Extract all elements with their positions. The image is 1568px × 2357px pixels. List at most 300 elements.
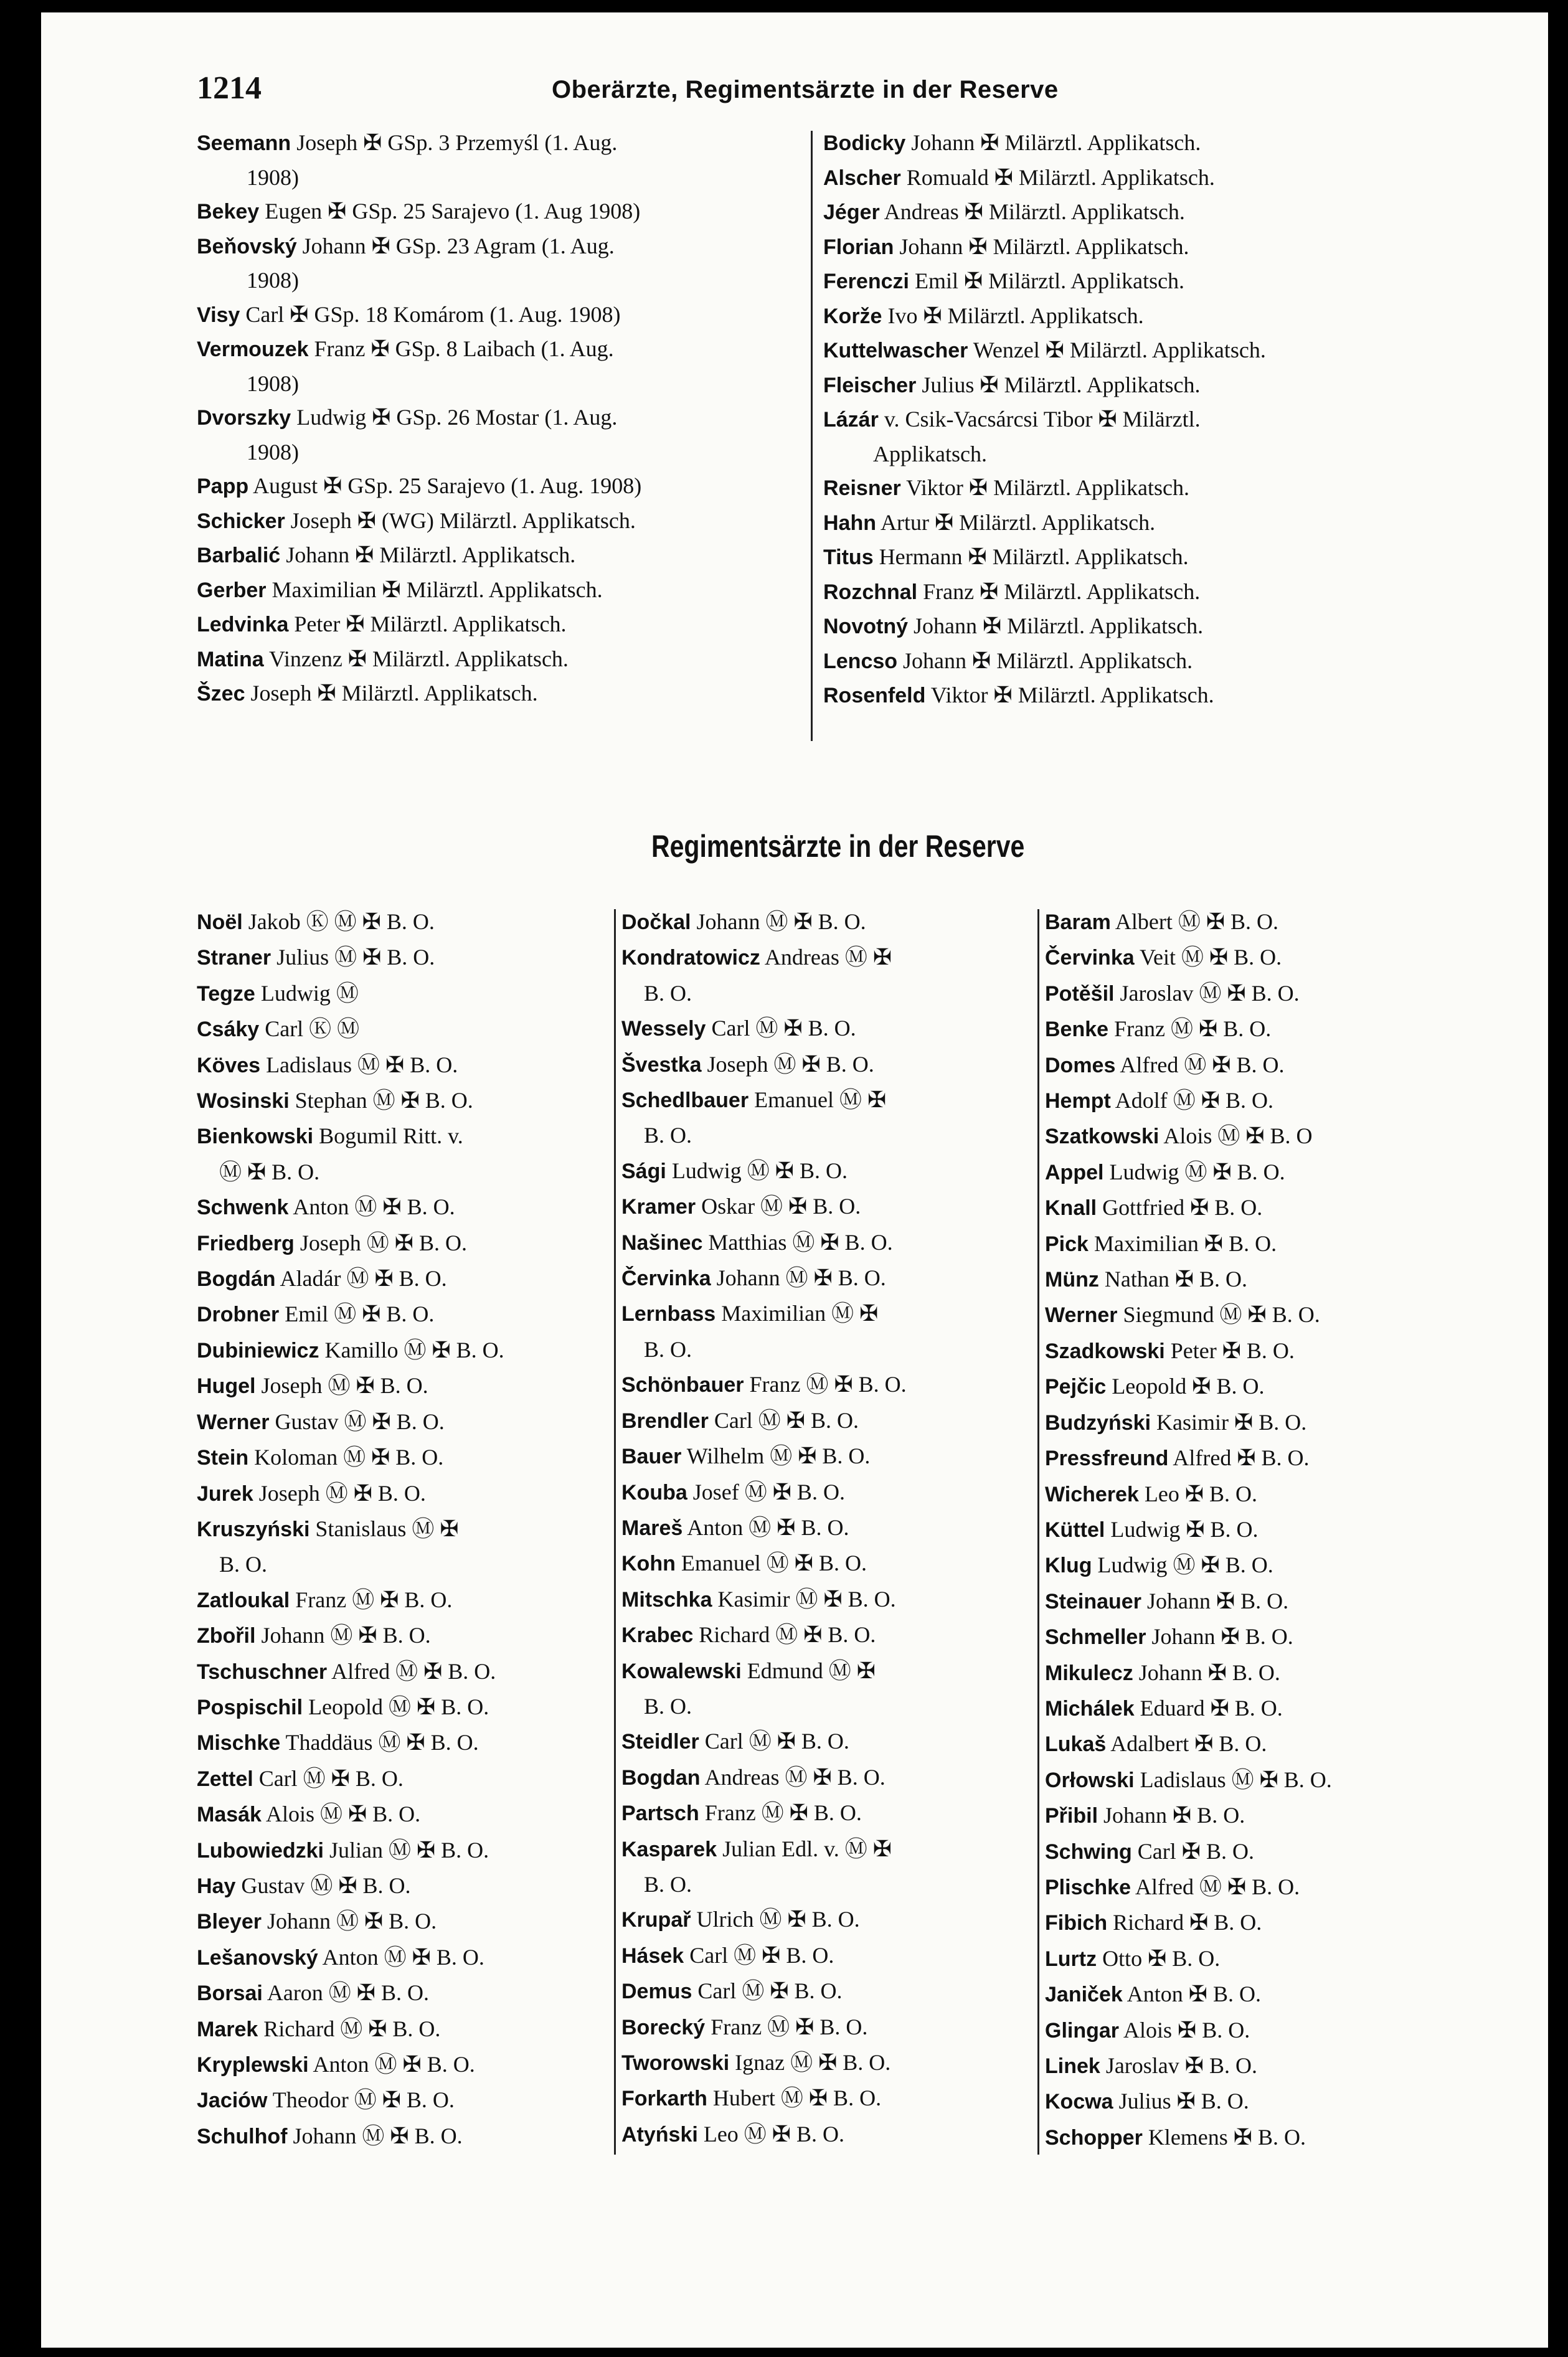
entry-line (621, 1867, 1045, 1902)
entry-line (197, 1047, 608, 1083)
entry-line (1045, 1547, 1481, 1583)
entry-details: Anton ✠ B. O. (1122, 1981, 1261, 2007)
surname: Janiček (1045, 1983, 1123, 2007)
surname: Hay (197, 1874, 236, 1898)
entry-details: Maximilian ✠ Milärztl. Applikatsch. (266, 577, 603, 602)
surname: Dočkal (621, 910, 691, 934)
entry-details: Josef Ⓜ ✠ B. O. (687, 1479, 845, 1504)
surname: Steidler (621, 1730, 699, 1754)
entry-details: Koloman Ⓜ ✠ B. O. (248, 1445, 444, 1470)
surname: Hugel (197, 1374, 256, 1399)
entry-line (197, 1476, 608, 1511)
entry-line (621, 1225, 1045, 1260)
entry-details: Julius Ⓜ ✠ B. O. (271, 945, 435, 970)
entry-details: Wenzel ✠ Milärztl. Applikatsch. (968, 338, 1266, 362)
entry-details: Alois Ⓜ ✠ B. O. (261, 1802, 421, 1827)
surname: Pejčic (1045, 1375, 1107, 1399)
surname: Partsch (621, 1802, 699, 1826)
entry-line (621, 1367, 1045, 1402)
surname: Mischke (197, 1731, 281, 1755)
surname: Bogdan (621, 1765, 701, 1790)
surname: Brendler (621, 1409, 709, 1433)
entry-line (621, 1760, 1045, 1795)
entry-line (823, 644, 1508, 679)
entry-line (621, 940, 1045, 975)
entry-details: Carl Ⓜ ✠ B. O. (708, 1407, 859, 1433)
entry-details: Julius ✠ Milärztl. Applikatsch. (916, 372, 1201, 397)
entry-line (621, 1510, 1045, 1546)
surname: Kouba (621, 1480, 687, 1504)
surname: Domes (1045, 1053, 1116, 1077)
entry-details: Ludwig ✠ GSp. 26 Mostar (1. Aug. (291, 405, 618, 430)
entry-details: B. O. (644, 1123, 692, 1148)
entry-line (197, 1011, 608, 1047)
surname: Rozchnal (823, 580, 918, 604)
entry-details: Ladislaus Ⓜ ✠ B. O. (1134, 1767, 1332, 1792)
surname: Bienkowski (197, 1125, 314, 1149)
entry-details: Stephan Ⓜ ✠ B. O. (289, 1088, 473, 1113)
entry-line (1045, 1440, 1481, 1476)
entry-details: Alfred Ⓜ ✠ B. O. (1115, 1052, 1285, 1077)
surname: Rosenfeld (823, 684, 926, 707)
surname: Papp (197, 475, 249, 498)
surname: Schmeller (1045, 1625, 1146, 1650)
entry-line (1045, 2120, 1481, 2155)
entry-details: Theodor Ⓜ ✠ B. O. (267, 2087, 455, 2113)
entry-details: Carl Ⓜ ✠ B. O. (699, 1729, 849, 1754)
surname: Budzyński (1045, 1410, 1151, 1435)
entry-details: Nathan ✠ B. O. (1098, 1267, 1247, 1292)
entry-line (621, 1438, 1045, 1474)
entry-line (197, 676, 851, 711)
surname: Bleyer (197, 1910, 262, 1934)
entry-details: Julian Edl. v. Ⓜ ✠ (717, 1836, 892, 1861)
entry-line (621, 1724, 1045, 1759)
surname: Červinka (621, 1267, 711, 1291)
entry-line (1045, 1297, 1481, 1333)
entry-line (197, 1725, 608, 1760)
surname: Orłowski (1045, 1768, 1135, 1792)
entry-line (621, 976, 1045, 1011)
entry-line (197, 1618, 608, 1653)
entry-details: 1908) (247, 268, 299, 293)
entry-details: Leopold Ⓜ ✠ B. O. (303, 1694, 489, 1719)
entry-line (823, 161, 1508, 196)
entry-line (197, 1155, 608, 1189)
entry-line (1045, 1941, 1481, 1977)
entry-line (1045, 1726, 1481, 1762)
entry-line (1045, 1369, 1481, 1404)
surname: Visy (197, 303, 240, 327)
entry-line (1045, 1011, 1481, 1047)
surname: Friedberg (197, 1231, 295, 1255)
entry-details: Alfred ✠ B. O. (1168, 1445, 1310, 1471)
entry-details: B. O. (644, 1693, 692, 1719)
entry-details: Richard Ⓜ ✠ B. O. (693, 1622, 876, 1648)
entry-line (1045, 1333, 1481, 1369)
surname: Schedlbauer (621, 1089, 749, 1113)
entry-line (197, 263, 851, 298)
entry-line (197, 1297, 608, 1332)
surname: Korže (823, 304, 882, 328)
entry-line (1045, 1655, 1481, 1691)
surname: Dubiniewicz (197, 1338, 319, 1363)
surname: Lencso (823, 649, 898, 673)
entry-line (823, 264, 1508, 299)
surname: Szadkowski (1045, 1339, 1165, 1363)
surname: Knall (1045, 1196, 1097, 1221)
entry-details: Veit Ⓜ ✠ B. O. (1134, 945, 1282, 970)
entry-details: Klemens ✠ B. O. (1142, 2124, 1306, 2150)
entry-line (823, 678, 1508, 713)
surname: Mareš (621, 1516, 683, 1540)
entry-line (197, 1083, 608, 1118)
surname: Ferenczi (823, 270, 909, 293)
entry-details: Carl Ⓚ Ⓜ (259, 1016, 360, 1042)
surname: Potěšil (1045, 981, 1115, 1006)
entry-details: Franz Ⓜ ✠ B. O. (290, 1587, 453, 1612)
surname: Tegze (197, 981, 255, 1006)
entry-details: Maximilian ✠ B. O. (1088, 1230, 1277, 1256)
surname: Ledvinka (197, 613, 289, 636)
surname: Tworowski (621, 2051, 730, 2075)
surname: Pressfreund (1045, 1447, 1169, 1471)
entry-line (197, 504, 851, 539)
entry-line (1045, 1083, 1481, 1118)
entry-details: Gustav Ⓜ ✠ B. O. (235, 1873, 411, 1898)
entry-line (197, 940, 608, 975)
entry-line (823, 195, 1508, 230)
entry-line (621, 1011, 1045, 1046)
surname: Csáky (197, 1018, 260, 1042)
entry-details: Stanislaus Ⓜ ✠ (309, 1516, 459, 1541)
lower-column-3 (1045, 904, 1481, 2155)
surname: Kasparek (621, 1837, 717, 1861)
entry-line (197, 1868, 608, 1904)
entry-line (621, 1403, 1045, 1438)
entry-line (621, 2117, 1045, 2152)
entry-details: B. O. (644, 980, 692, 1006)
entry-details: B. O. (219, 1552, 268, 1577)
entry-line (1045, 2084, 1481, 2119)
surname: Kowalewski (621, 1659, 742, 1683)
surname: Forkarth (621, 2087, 707, 2111)
surname: Zbořil (197, 1624, 256, 1648)
entry-line (621, 1831, 1045, 1867)
surname: Schwing (1045, 1840, 1132, 1864)
surname: Schopper (1045, 2125, 1143, 2150)
entry-line (197, 2047, 608, 2082)
entry-details: Peter ✠ Milärztl. Applikatsch. (288, 612, 567, 636)
surname: Lurtz (1045, 1947, 1097, 1971)
entry-details: Carl Ⓜ ✠ B. O. (706, 1016, 856, 1041)
entry-details: Alfred Ⓜ ✠ B. O. (1130, 1874, 1300, 1899)
entry-details: Johann ✠ Milärztl. Applikatsch. (905, 130, 1201, 155)
surname: Mikulecz (1045, 1661, 1133, 1685)
entry-line (823, 126, 1508, 161)
entry-line (621, 2045, 1045, 2081)
entry-details: Vinzenz ✠ Milärztl. Applikatsch. (263, 646, 569, 671)
entry-details: Emil Ⓜ ✠ B. O. (279, 1301, 435, 1327)
entry-line (197, 332, 851, 367)
entry-line (823, 368, 1508, 403)
entry-line (197, 367, 851, 401)
surname: Borsai (197, 1981, 263, 2006)
entry-line (197, 1511, 608, 1547)
entry-line (197, 1582, 608, 1618)
upper-right-column (823, 126, 1508, 713)
page-number: 1214 (197, 70, 262, 106)
entry-line (1045, 1905, 1481, 1940)
surname: Zatloukal (197, 1588, 290, 1612)
surname: Schulhof (197, 2124, 288, 2148)
surname: Atyński (621, 2122, 698, 2147)
entry-details: Joseph ✠ (WG) Milärztl. Applikatsch. (285, 508, 636, 533)
entry-line (621, 2081, 1045, 2116)
entry-line (197, 1333, 608, 1368)
surname: Stein (197, 1446, 249, 1470)
entry-details: Siegmund Ⓜ ✠ B. O. (1117, 1302, 1320, 1328)
entry-details: Leo Ⓜ ✠ B. O. (697, 2121, 844, 2147)
surname: Lernbass (621, 1302, 716, 1326)
entry-details: Johann Ⓜ ✠ B. O. (255, 1623, 431, 1648)
surname: Jurek (197, 1481, 253, 1506)
entry-details: Ladislaus Ⓜ ✠ B. O. (260, 1052, 458, 1077)
surname: Florian (823, 235, 894, 259)
entry-details: Julius ✠ B. O. (1113, 2089, 1249, 2114)
entry-line (1045, 1977, 1481, 2012)
entry-details: Ignaz Ⓜ ✠ B. O. (729, 2050, 891, 2075)
entry-details: Richard Ⓜ ✠ B. O. (258, 2016, 441, 2041)
entry-line (621, 1082, 1045, 1118)
surname: Tschuschner (197, 1660, 328, 1684)
entry-line (1045, 1190, 1481, 1226)
surname: Vermouzek (197, 338, 309, 361)
entry-details: Eduard ✠ B. O. (1134, 1695, 1283, 1721)
entry-line (197, 435, 851, 470)
entry-details: Emil ✠ Milärztl. Applikatsch. (909, 268, 1185, 293)
entry-line (1045, 1262, 1481, 1297)
surname: Küttel (1045, 1518, 1105, 1542)
surname: Masák (197, 1803, 262, 1827)
entry-details: Hermann ✠ Milärztl. Applikatsch. (873, 544, 1189, 569)
surname: Mitschka (621, 1587, 712, 1612)
entry-line (1045, 976, 1481, 1011)
entry-line (621, 1296, 1045, 1331)
entry-line (197, 607, 851, 642)
entry-details: Franz Ⓜ ✠ B. O. (705, 2014, 868, 2039)
column-rule (614, 909, 616, 2155)
surname: Dvorszky (197, 406, 291, 430)
surname: Marek (197, 2017, 258, 2041)
entry-details: Albert Ⓜ ✠ B. O. (1110, 909, 1278, 934)
entry-line (621, 1546, 1045, 1581)
entry-details: Johann ✠ Milärztl. Applikatsch. (280, 542, 576, 567)
upper-left-column (197, 126, 851, 711)
entry-line (621, 1153, 1045, 1189)
entry-line (197, 2082, 608, 2118)
entry-details: Andreas Ⓜ ✠ (760, 945, 892, 970)
entry-details: Johann ✠ Milärztl. Applikatsch. (908, 613, 1204, 638)
surname: Schwenk (197, 1196, 289, 1220)
column-rule (811, 131, 813, 741)
entry-line (197, 161, 851, 195)
entry-details: Artur ✠ Milärztl. Applikatsch. (876, 509, 1156, 535)
entry-details: Gottfried ✠ B. O. (1097, 1195, 1263, 1221)
entry-details: Carl ✠ GSp. 18 Komárom (1. Aug. 1908) (240, 301, 621, 327)
surname: Glingar (1045, 2018, 1120, 2043)
surname: Werner (1045, 1303, 1118, 1328)
entry-line (197, 1904, 608, 1939)
entry-line (823, 506, 1508, 541)
entry-line (1045, 1834, 1481, 1869)
entry-line (823, 333, 1508, 368)
surname: Benke (1045, 1018, 1109, 1042)
entry-details: Emanuel Ⓜ ✠ B. O. (675, 1551, 867, 1576)
entry-line (1045, 940, 1481, 975)
entry-line (197, 1654, 608, 1689)
surname: Krabec (621, 1623, 694, 1648)
entry-line (1045, 1405, 1481, 1440)
entry-details: Johann ✠ B. O. (1146, 1624, 1293, 1650)
entry-details: Alois Ⓜ ✠ B. O (1159, 1123, 1313, 1149)
entry-details: Applikatsch. (873, 441, 987, 466)
entry-line (197, 573, 851, 608)
surname: Klug (1045, 1554, 1092, 1578)
entry-line (197, 1226, 608, 1261)
entry-details: Leopold ✠ B. O. (1106, 1374, 1265, 1399)
entry-details: Peter ✠ B. O. (1164, 1338, 1295, 1363)
surname: Bodicky (823, 131, 906, 155)
entry-details: Ulrich Ⓜ ✠ B. O. (691, 1907, 860, 1932)
entry-details: v. Csik-Vacsárcsi Tibor ✠ Milärztl. (878, 407, 1201, 432)
surname: Přibil (1045, 1804, 1098, 1828)
surname: Baram (1045, 910, 1111, 934)
entry-details: Alfred Ⓜ ✠ B. O. (327, 1658, 496, 1684)
entry-line (621, 2010, 1045, 2045)
entry-line (1045, 1762, 1481, 1798)
entry-line (621, 1902, 1045, 1937)
entry-line (197, 1368, 608, 1404)
entry-line (1045, 1476, 1481, 1512)
entry-details: Adolf Ⓜ ✠ B. O. (1110, 1088, 1273, 1113)
entry-line (1045, 1118, 1481, 1154)
surname: Drobner (197, 1303, 280, 1327)
surname: Kocwa (1045, 2090, 1113, 2114)
entry-details: Joseph Ⓜ ✠ B. O. (701, 1051, 874, 1077)
entry-line (621, 1795, 1045, 1831)
surname: Hásek (621, 1944, 684, 1968)
surname: Fibich (1045, 1911, 1108, 1935)
entry-details: B. O. (644, 1871, 692, 1897)
surname: Jéger (823, 201, 880, 224)
surname: Lešanovský (197, 1945, 318, 1970)
entry-line (621, 1118, 1045, 1153)
entry-line (621, 1938, 1045, 1973)
entry-line (197, 1404, 608, 1440)
surname: Seemann (197, 131, 291, 155)
entry-line (1045, 904, 1481, 940)
entry-details: Carl Ⓜ ✠ B. O. (684, 1942, 834, 1968)
entry-details: 1908) (247, 371, 299, 396)
entry-line (197, 298, 851, 333)
entry-details: Ludwig Ⓜ ✠ B. O. (1092, 1552, 1273, 1578)
entry-details: Ⓜ ✠ B. O. (219, 1159, 320, 1184)
surname: Sági (621, 1159, 666, 1183)
surname: Matina (197, 647, 264, 671)
entry-line (197, 1761, 608, 1797)
surname: Schönbauer (621, 1373, 744, 1397)
surname: Kruszyński (197, 1517, 310, 1541)
entry-line (197, 469, 851, 504)
entry-details: Johann Ⓜ ✠ B. O. (691, 909, 866, 934)
surname: Noël (197, 910, 243, 934)
surname: Červinka (1045, 946, 1135, 970)
surname: Bauer (621, 1445, 682, 1469)
entry-details: Joseph Ⓜ ✠ B. O. (255, 1373, 428, 1399)
entry-details: Wilhelm Ⓜ ✠ B. O. (681, 1443, 871, 1469)
surname: Švestka (621, 1052, 702, 1077)
surname: Pospischil (197, 1695, 303, 1719)
entry-line (1045, 1619, 1481, 1655)
entry-line (621, 1189, 1045, 1224)
entry-line (1045, 1798, 1481, 1833)
surname: Schicker (197, 509, 285, 533)
surname: Zettel (197, 1767, 253, 1791)
surname: Kondratowicz (621, 946, 760, 970)
entry-details: Leo ✠ B. O. (1138, 1481, 1258, 1506)
surname: Appel (1045, 1160, 1104, 1184)
surname: Hempt (1045, 1089, 1111, 1113)
entry-line (197, 2011, 608, 2047)
entry-line (621, 904, 1045, 940)
entry-line (197, 1440, 608, 1475)
entry-details: Johann Ⓜ ✠ B. O. (711, 1265, 886, 1291)
entry-line (621, 1582, 1045, 1617)
entry-details: Otto ✠ B. O. (1097, 1945, 1221, 1971)
surname: Lázár (823, 408, 879, 432)
entry-line (197, 126, 851, 161)
surname: Münz (1045, 1268, 1099, 1292)
entry-line (823, 230, 1508, 265)
entry-line (197, 194, 851, 229)
surname: Bekey (197, 200, 260, 224)
entry-details: Aaron Ⓜ ✠ B. O. (262, 1980, 429, 2006)
surname: Wessely (621, 1017, 706, 1041)
entry-line (823, 471, 1508, 506)
entry-line (1045, 1512, 1481, 1547)
entry-details: Joseph ✠ GSp. 3 Przemyśl (1. Aug. (291, 130, 618, 155)
entry-details: Anton Ⓜ ✠ B. O. (288, 1194, 455, 1220)
surname: Szatkowski (1045, 1125, 1159, 1149)
surname: Wosinski (197, 1089, 290, 1113)
entry-line (197, 1940, 608, 1975)
surname: Alscher (823, 166, 901, 190)
entry-line (823, 540, 1508, 575)
entry-details: Viktor ✠ Milärztl. Applikatsch. (925, 683, 1214, 707)
entry-details: 1908) (247, 164, 299, 190)
surname: Kramer (621, 1195, 696, 1219)
entry-details: Anton Ⓜ ✠ B. O. (308, 2052, 475, 2077)
entry-details: Maximilian Ⓜ ✠ (716, 1301, 879, 1326)
entry-line (1045, 1691, 1481, 1726)
entry-line (197, 1189, 608, 1225)
entry-details: Anton Ⓜ ✠ B. O. (318, 1944, 484, 1970)
entry-line (197, 1118, 608, 1154)
surname: Pick (1045, 1232, 1089, 1256)
entry-details: 1908) (247, 439, 299, 465)
entry-details: Kasimir ✠ B. O. (1151, 1409, 1307, 1435)
